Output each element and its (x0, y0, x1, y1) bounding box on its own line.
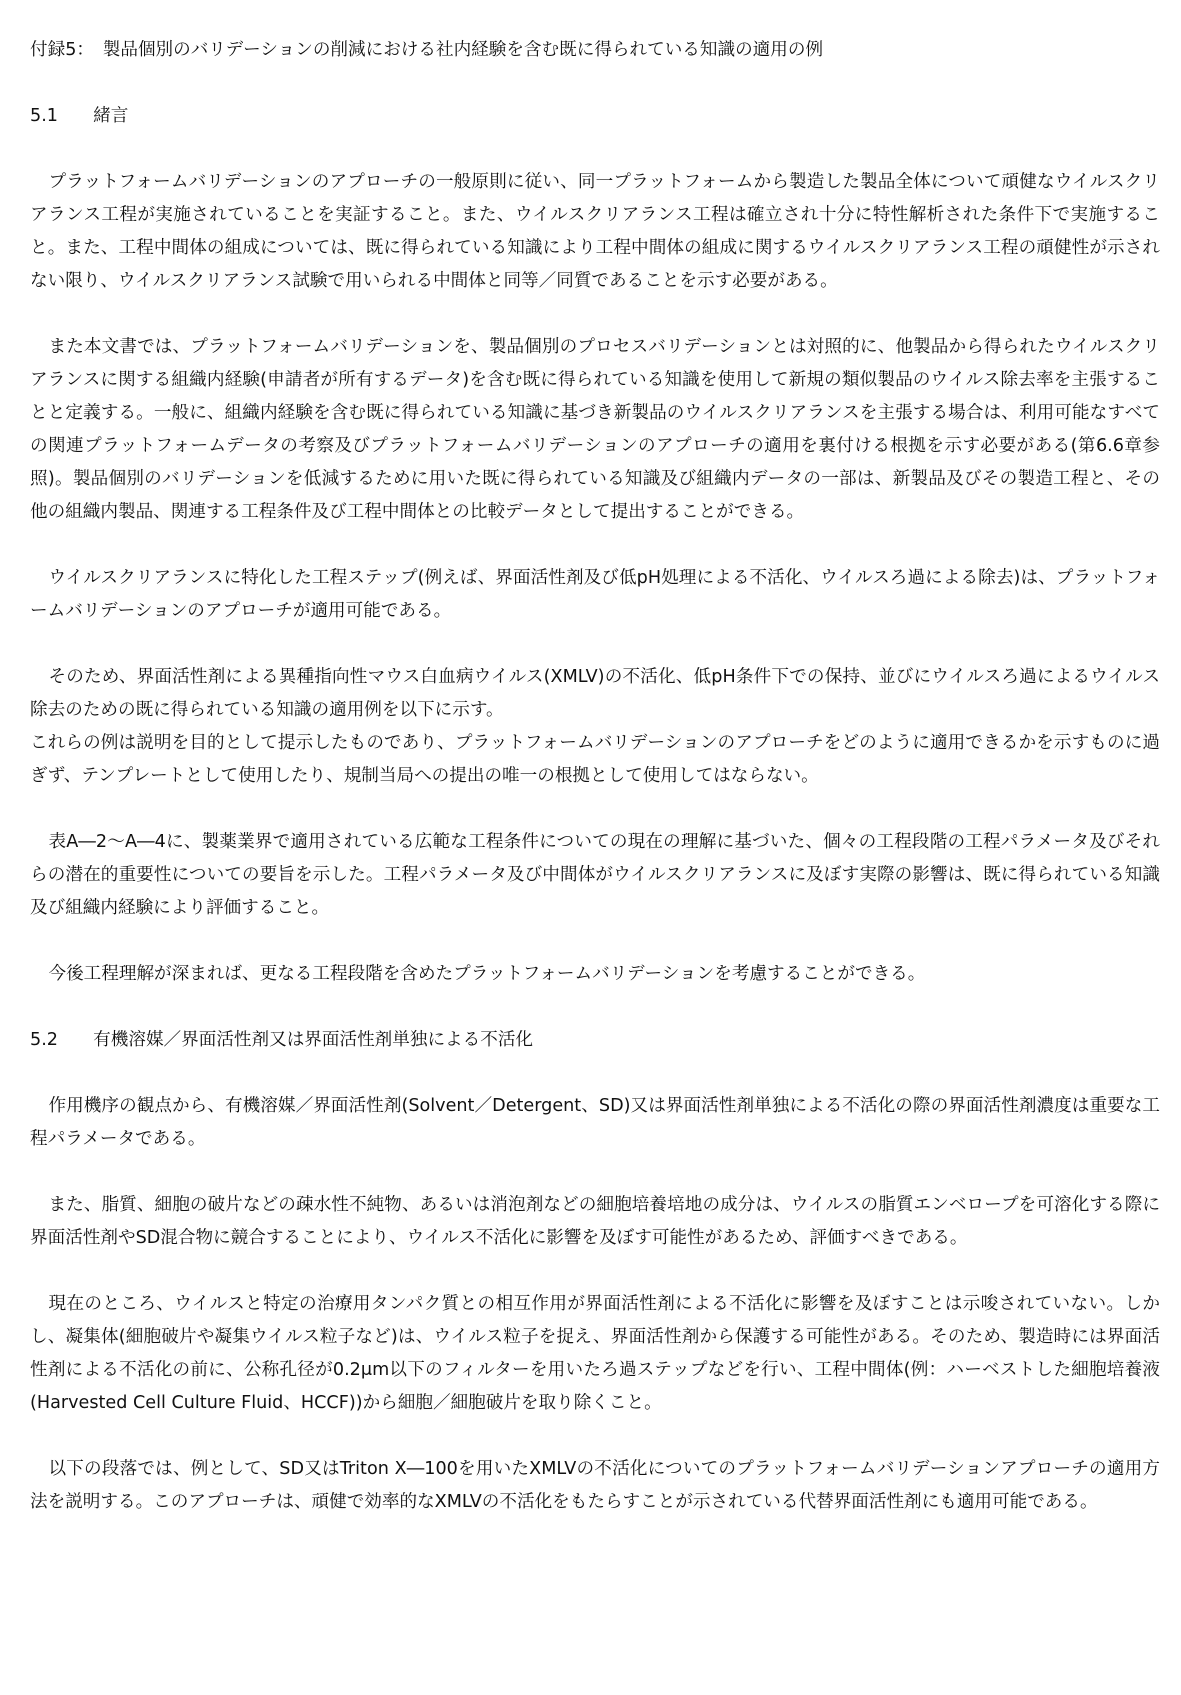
section-5-1-paragraph-1: プラットフォームバリデーションのアプローチの一般原則に従い、同一プラットフォームから製造した製品全体について頑健なウイルスクリアランス工程が実施されていることを実証すること。また、ウイルスクリアランス工程は確立され十分に特性解析された条件下で実施すること。また、工程中間体の組成については、既に得られている知識により工程中間体の組成に関するウイルスクリアランス工程の頑健性が示されない限り、ウイルスクリアランス試験で用いられる中間体と同等／同質であることを示す必要がある。 (30, 172, 1160, 291)
section-5-2-paragraph-3: 現在のところ、ウイルスと特定の治療用タンパク質との相互作用が界面活性剤による不活化に影響を及ぼすことは示唆されていない。しかし、凝集体(細胞破片や凝集ウイルス粒子など)は、ウイルス粒子を捉え、界面活性剤から保護する可能性がある。そのため、製造時には界面活性剤による不活化の前に、公称孔径が0.2μm以下のフィルターを用いたろ過ステップなどを行い、工程中間体(例：ハーベストした細胞培養液(Harvested Cell Culture Fluid、HCCF))から細胞／細胞破片を取り除くこと。 (30, 1294, 1160, 1413)
spacer (30, 925, 1160, 958)
spacer (30, 1057, 1160, 1090)
section-5-1-heading: 5.1 緒言 (30, 106, 129, 126)
section-5-1-paragraph-6: 表A―2～A―4に、製薬業界で適用されている広範な工程条件についての現在の理解に基づいた、個々の工程段階の工程パラメータ及びそれらの潜在的重要性についての要旨を示した。工程パラメータ及び中間体がウイルスクリアランスに及ぼす実際の影響は、既に得られている知識及び組織内経験により評価すること。 (30, 832, 1160, 918)
spacer (30, 1156, 1160, 1189)
spacer (30, 67, 1160, 100)
section-5-1-paragraph-5: これらの例は説明を目的として提示したものであり、プラットフォームバリデーションのアプローチをどのように適用できるかを示すものに過ぎず、テンプレートとして使用したり、規制当局への提出の唯一の根拠として使用してはならない。 (30, 733, 1160, 786)
spacer (30, 133, 1160, 166)
spacer (30, 793, 1160, 826)
spacer (30, 1420, 1160, 1453)
document-page (30, 34, 1160, 1519)
section-5-2-paragraph-1: 作用機序の観点から、有機溶媒／界面活性剤(Solvent／Detergent、SD)又は界面活性剤単独による不活化の際の界面活性剤濃度は重要な工程パラメータである。 (30, 1096, 1160, 1149)
document-title: 付録5： 製品個別のバリデーションの削減における社内経験を含む既に得られている知識の適用の例 (30, 40, 824, 60)
section-5-2-heading: 5.2 有機溶媒／界面活性剤又は界面活性剤単独による不活化 (30, 1030, 534, 1050)
section-5-2-paragraph-2: また、脂質、細胞の破片などの疎水性不純物、あるいは消泡剤などの細胞培養培地の成分は、ウイルスの脂質エンベロープを可溶化する際に界面活性剤やSD混合物に競合することにより、ウイルス不活化に影響を及ぼす可能性があるため、評価すべきである。 (30, 1195, 1160, 1248)
section-5-1-paragraph-3: ウイルスクリアランスに特化した工程ステップ(例えば、界面活性剤及び低pH処理による不活化、ウイルスろ過による除去)は、プラットフォームバリデーションのアプローチが適用可能である。 (30, 568, 1160, 621)
spacer (30, 628, 1160, 661)
section-5-2-paragraph-4: 以下の段落では、例として、SD又はTriton X―100を用いたXMLVの不活化についてのプラットフォームバリデーションアプローチの適用方法を説明する。このアプローチは、頑健で効率的なXMLVの不活化をもたらすことが示されている代替界面活性剤にも適用可能である。 (30, 1459, 1160, 1512)
spacer (30, 298, 1160, 331)
section-5-1-paragraph-4: そのため、界面活性剤による異種指向性マウス白血病ウイルス(XMLV)の不活化、低pH条件下での保持、並びにウイルスろ過によるウイルス除去のための既に得られている知識の適用例を以下に示す。 (30, 667, 1160, 720)
section-5-1-paragraph-7: 今後工程理解が深まれば、更なる工程段階を含めたプラットフォームバリデーションを考慮することができる。 (48, 964, 926, 984)
section-5-1-paragraph-2: また本文書では、プラットフォームバリデーションを、製品個別のプロセスバリデーションとは対照的に、他製品から得られたウイルスクリアランスに関する組織内経験(申請者が所有するデータ)を含む既に得られている知識を使用して新規の類似製品のウイルス除去率を主張することと定義する。一般に、組織内経験を含む既に得られている知識に基づき新製品のウイルスクリアランスを主張する場合は、利用可能なすべての関連プラットフォームデータの考察及びプラットフォームバリデーションのアプローチの適用を裏付ける根拠を示す必要がある(第6.6章参照)。製品個別のバリデーションを低減するために用いた既に得られている知識及び組織内データの一部は、新製品及びその製造工程と、その他の組織内製品、関連する工程条件及び工程中間体との比較データとして提出することができる。 (30, 337, 1160, 522)
spacer (30, 529, 1160, 562)
spacer (30, 991, 1160, 1024)
spacer (30, 1255, 1160, 1288)
